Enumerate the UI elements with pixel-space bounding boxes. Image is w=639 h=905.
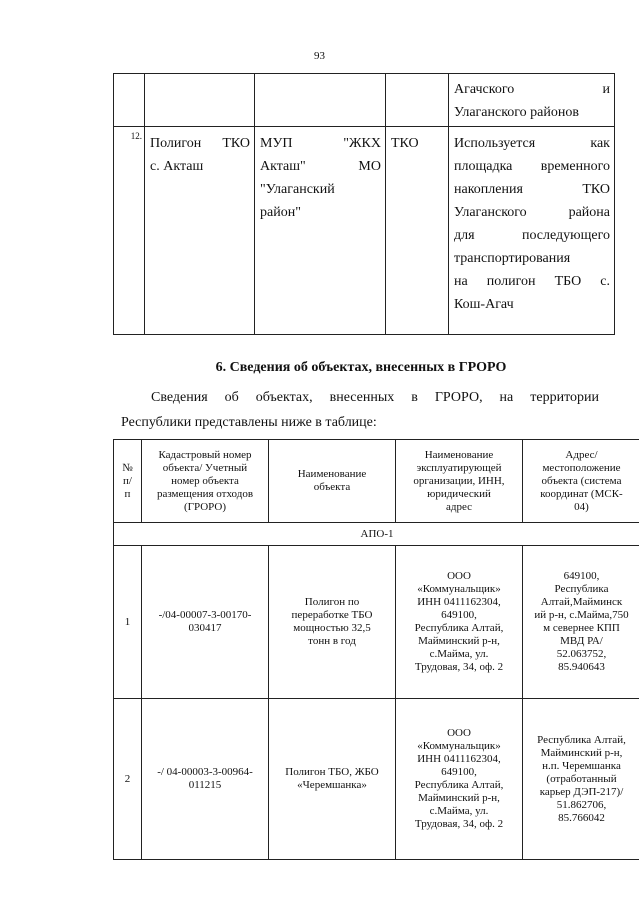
cell-text: Акташ" МО: [260, 159, 381, 174]
table-row: [114, 74, 615, 127]
header-cell: № п/ п: [114, 440, 142, 523]
cell-text: Полигон ТКО: [150, 136, 250, 151]
table-header-row: [114, 440, 639, 523]
table-row: [114, 127, 615, 335]
cell-text: МУП "ЖКХ: [260, 136, 381, 151]
paragraph-line: Сведения об объектах, внесенных в ГРОРО, на территории: [151, 390, 599, 405]
organization-cell: ООО «Коммунальщик» ИНН 0411162304, 649100, Республика Алтай, Майминский р-н, с.Майма, ул. Трудовая, 34, оф. 2: [396, 699, 523, 860]
section-heading: 6. Сведения об объектах, внесенных в ГРОРО: [215, 360, 507, 375]
cadastral-cell: -/04-00007-3-00170- 030417: [142, 546, 269, 699]
row-number: 1: [114, 546, 142, 699]
header-cell: Адрес/ местоположение объекта (система координат (МСК- 04): [523, 440, 639, 523]
organization-cell: ООО «Коммунальщик» ИНН 0411162304, 649100, Республика Алтай, Майминский р-н, с.Майма, ул. Трудовая, 34, оф. 2: [396, 546, 523, 699]
address-cell: 649100, Республика Алтай,Майминск ий р-н, с.Майма,750 м севернее КПП МВД РА/ 52.063752, 85.940643: [523, 546, 639, 699]
address-cell: Республика Алтай, Майминский р-н, н.п. Черемшанка (отработанный карьер ДЭП-217)/ 51.862706, 85.766042: [523, 699, 639, 860]
page-number: 93: [314, 50, 325, 62]
cell-text: площадка временного: [454, 159, 610, 174]
landfill-table-continuation: [113, 73, 615, 335]
cell-text: на полигон ТБО с.: [454, 274, 610, 289]
cell-text: Улаганского района: [454, 205, 610, 220]
header-cell: Наименование эксплуатирующей организации, ИНН, юридический адрес: [396, 440, 523, 523]
cell-text: накопления ТКО: [454, 182, 610, 197]
table-row: [114, 546, 639, 699]
row-number: 2: [114, 699, 142, 860]
cell-text: Улаганского районов: [454, 105, 579, 120]
object-name-cell: Полигон ТБО, ЖБО «Черемшанка»: [269, 699, 396, 860]
group-row: [114, 523, 639, 546]
cell-text: с. Акташ: [150, 159, 204, 174]
table-row: [114, 699, 639, 860]
object-name-cell: Полигон по переработке ТБО мощностью 32,5 тонн в год: [269, 546, 396, 699]
cell-text: для последующего: [454, 228, 610, 243]
cell-text: Используется как: [454, 136, 610, 151]
group-label: АПО-1: [114, 523, 639, 546]
row-number: 12.: [114, 127, 145, 335]
cell-text: Кош-Агач: [454, 297, 514, 312]
cell-text: Агачского и: [454, 82, 610, 97]
paragraph-line: Республики представлены ниже в таблице:: [121, 415, 377, 430]
cell-text: ТКО: [391, 136, 419, 151]
cell-text: "Улаганский: [260, 182, 335, 197]
cadastral-cell: -/ 04-00003-3-00964- 011215: [142, 699, 269, 860]
cell-text: транспортирования: [454, 251, 571, 266]
groro-objects-table: [113, 439, 639, 860]
header-cell: Кадастровый номер объекта/ Учетный номер объекта размещения отходов (ГРОРО): [142, 440, 269, 523]
cell-text: район": [260, 205, 301, 220]
header-cell: Наименование объекта: [269, 440, 396, 523]
